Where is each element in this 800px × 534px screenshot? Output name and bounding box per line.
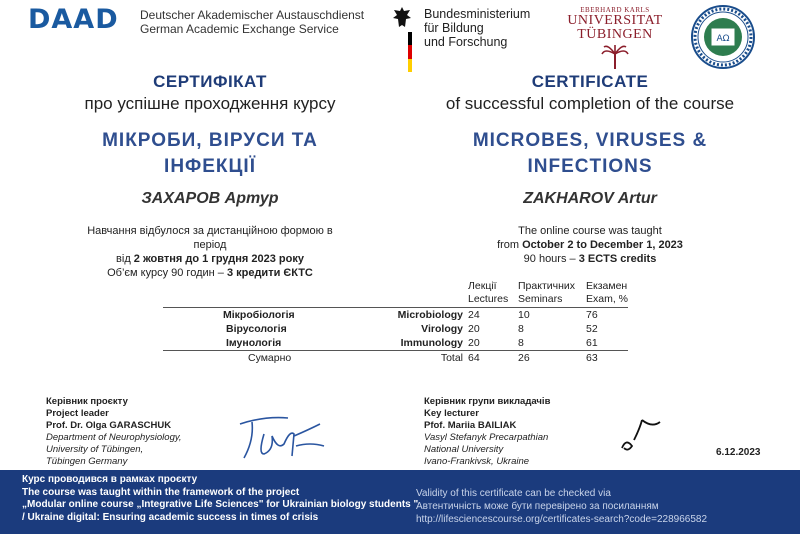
ua-recipient-name: ЗАХАРОВ Артур [141,190,279,207]
footer-line1: Курс проводився в рамках проєкту [22,474,198,485]
palm-tree-icon [600,44,630,70]
row-ua-label: Вірусологія [226,323,287,335]
ua-course-title [80,128,340,180]
header-seminars [518,280,575,306]
row-en-label: Virology [421,323,463,335]
row-ua-label: Мікробіологія [223,309,295,321]
ua-info-credits: 3 кредити ЄКТС [226,267,313,279]
daad-logo: DAAD [28,4,119,35]
footer-line4: / Ukraine digital: Ensuring academic success in times of crisis [22,511,319,523]
en-info-line3 [410,252,770,266]
header-exam-ua: Екзамен [586,280,628,292]
tubingen-logo [560,6,670,75]
row-lectures: 20 [468,323,480,335]
university-seal-icon [690,4,756,70]
tubingen-line1: UNIVERSITAT [567,13,663,28]
en-info-dates: October 2 to December 1, 2023 [522,239,683,251]
tubingen-small: EBERHARD KARLS [580,6,650,14]
footer-validity [416,487,707,526]
validity-ua: Автентичність може бути перевірено за посиланням [416,501,659,512]
row-exam: 61 [586,337,598,349]
leader-city: Tübingen Germany [46,456,128,467]
row-en-label: Immunology [400,337,463,349]
bmbf-name [424,7,530,49]
row-lectures: 24 [468,309,480,321]
issue-date: 6.12.2023 [716,447,761,458]
en-course-line1: MICROBES, VIRUSES & [472,130,708,151]
en-info-line1: The online course was taught [518,225,662,237]
header-exam [586,280,628,306]
eagle-icon [392,6,412,30]
ua-info-line2-pre: від [116,253,134,265]
en-course-line2: INFECTIONS [527,156,653,177]
daad-name-en: German Academic Exchange Service [140,22,339,36]
table-row [163,309,628,322]
row-exam: 76 [586,309,598,321]
en-course-info [410,224,770,266]
en-info-credits: 3 ECTS credits [578,253,657,265]
table-row [163,337,628,350]
row-ua-label: Імунологія [226,337,282,349]
bmbf-line2: für Bildung [424,21,484,35]
total-lectures: 64 [468,352,480,364]
tubingen-line2: TÜBINGEN [577,27,653,42]
en-info-line2 [410,238,770,252]
row-seminars: 10 [518,309,530,321]
lecturer-univ2: National University [424,444,504,455]
header-lectures-ua: Лекції [468,280,497,292]
daad-name-de: Deutscher Akademischer Austauschdienst [140,8,365,22]
en-info-line2-pre: from [497,239,523,251]
row-exam: 52 [586,323,598,335]
leader-role-ua: Керівник проєкту [46,396,128,407]
ua-info-line3 [80,266,340,280]
ua-info-dates: 2 жовтня до 1 грудня 2023 року [133,253,304,265]
row-en-label: Microbiology [397,309,463,321]
leader-name: Prof. Dr. Olga GARASCHUK [46,420,172,431]
total-ua-label: Сумарно [248,352,292,364]
ua-course-line1: МІКРОБИ, ВІРУСИ ТА [102,130,318,151]
footer-project-info [22,474,418,524]
header-lectures [468,280,508,306]
ua-certificate-title: СЕРТИФІКАТ [153,72,267,91]
ua-info-line1: Навчання відбулося за дистанційною формою в період [87,225,333,251]
table-total-rule [163,350,628,351]
row-lectures: 20 [468,337,480,349]
leader-dept: Department of Neurophysiology, [46,432,182,443]
header-seminars-ua: Практичних [518,280,575,292]
en-certificate-subtitle: of successful completion of the course [445,94,735,113]
footer-line3: „Modular online course „Integrative Life Sciences" for Ukrainian biology students " [22,499,419,510]
bmbf-line3: und Forschung [424,35,508,49]
en-course-title [410,128,770,180]
lecturer-city: Ivano-Frankivsk, Ukraine [424,456,530,467]
bmbf-line1: Bundesministerium [424,7,531,21]
lecturer-signature [612,408,672,456]
leader-signature [234,410,330,466]
header-lectures-en: Lectures [468,293,509,305]
table-row [163,323,628,336]
total-en-label: Total [440,352,463,364]
lecturer-univ1: Vasyl Stefanyk Precarpathian [424,432,549,443]
header-seminars-en: Seminars [518,293,563,305]
german-flag [408,32,412,72]
validity-link[interactable]: http://lifesciencescourse.org/certificates-search?code=228966582 [416,514,708,525]
leader-role-en: Project leader [46,408,109,419]
total-exam: 63 [586,352,598,364]
daad-name [140,8,364,36]
lecturer-role-en: Key lecturer [424,408,479,419]
total-seminars: 26 [518,352,530,364]
lecturer-name: Pfof. Mariia BAILIAK [424,420,517,431]
leader-univ: University of Tübingen, [46,444,144,455]
table-top-rule [163,307,628,308]
ua-course-line2: ІНФЕКЦІЇ [164,156,256,177]
en-recipient-name: ZAKHAROV Artur [523,190,657,207]
seal-letters: ΑΩ [716,34,730,44]
ua-certificate-subtitle: про успішне проходження курсу [84,94,336,113]
lecturer-role-ua: Керівник групи викладачів [424,396,551,407]
en-certificate-title: CERTIFICATE [531,72,649,91]
validity-en: Validity of this certificate can be checked via [416,488,611,499]
ua-info-line2 [80,252,340,266]
table-total-row [163,352,628,365]
row-seminars: 8 [518,337,524,349]
ua-course-info [80,224,340,280]
project-leader-block [46,396,182,468]
en-info-line3-pre: 90 hours – [523,253,579,265]
footer-line2: The course was taught within the framework of the project [22,486,300,498]
row-seminars: 8 [518,323,524,335]
ua-info-line3-pre: Об’єм курсу 90 годин – [107,267,227,279]
key-lecturer-block [424,396,550,468]
header-exam-en: Exam, % [586,293,629,305]
